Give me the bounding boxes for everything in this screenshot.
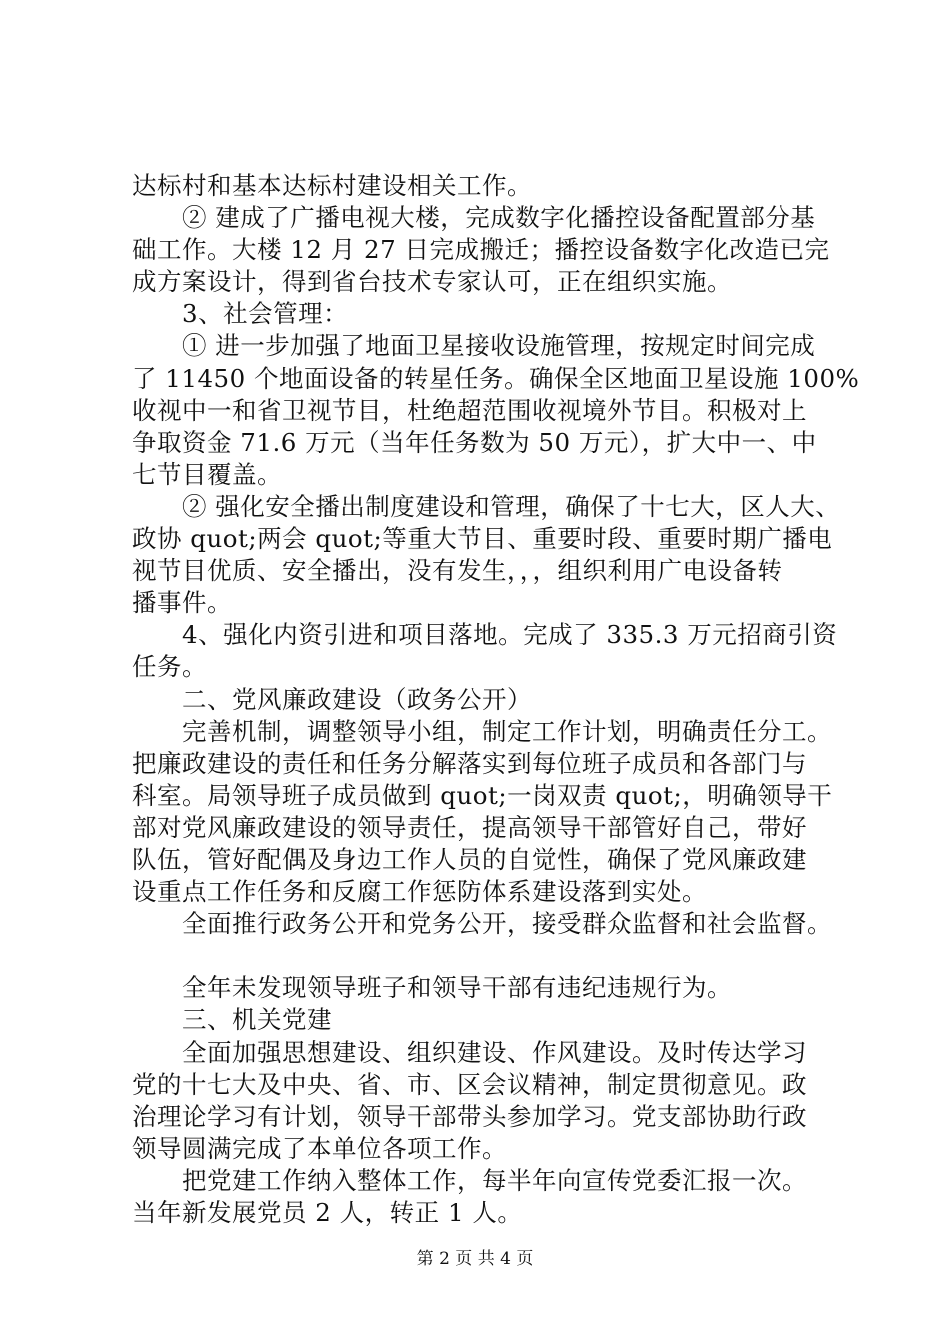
text-line: 三、机关党建 [182, 1005, 332, 1035]
text-line: 把党建工作纳入整体工作，每半年向宣传党委汇报一次。 [182, 1165, 807, 1195]
text-line: 领导圆满完成了本单位各项工作。 [132, 1133, 507, 1163]
text-line: 3、社会管理： [182, 299, 349, 329]
text-line: 全年未发现领导班子和领导干部有违纪违规行为。 [182, 973, 732, 1003]
blank-line [132, 940, 852, 972]
text-line: 完善机制，调整领导小组，制定工作计划，明确责任分工。 [182, 716, 832, 746]
page-footer: 第 2 页 共 4 页 [416, 1249, 534, 1269]
text-line: 达标村和基本达标村建设相关工作。 [132, 171, 532, 200]
text-line: 全面加强思想建设、组织建设、作风建设。及时传达学习 [182, 1037, 807, 1067]
text-line: 部对党风廉政建设的领导责任，提高领导干部管好自己，带好 [132, 812, 807, 842]
text-line: 科室。局领导班子成员做到 quot;一岗双责 quot;，明确领导干 [132, 780, 833, 810]
text-line: 二、党风廉政建设（政务公开） [182, 684, 532, 714]
text-line: 队伍，管好配偶及身边工作人员的自觉性，确保了党风廉政建 [132, 844, 807, 874]
text-line: ② 建成了广播电视大楼，完成数字化播控设备配置部分基 [182, 203, 816, 233]
text-line: ① 进一步加强了地面卫星接收设施管理，按规定时间完成 [182, 331, 816, 361]
text-line: 成方案设计，得到省台技术专家认可，正在组织实施。 [132, 267, 732, 297]
text-line: 党的十七大及中央、省、市、区会议精神，制定贯彻意见。政 [132, 1069, 807, 1099]
text-line: 政协 quot;两会 quot;等重大节目、重要时段、重要时期广播电 [132, 524, 833, 554]
text-line: 4、强化内资引进和项目落地。完成了 335.3 万元招商引资 [182, 620, 838, 650]
text-line: 全面推行政务公开和党务公开，接受群众监督和社会监督。 [182, 909, 832, 939]
text-line: 任务。 [132, 652, 207, 682]
text-line: 播事件。 [132, 588, 232, 618]
text-line: 治理论学习有计划，领导干部带头参加学习。党支部协助行政 [132, 1101, 807, 1131]
text-line: ② 强化安全播出制度建设和管理，确保了十七大，区人大、 [182, 491, 841, 521]
text-line: 当年新发展党员 2 人，转正 1 人。 [132, 1198, 523, 1227]
text-line: 设重点工作任务和反腐工作惩防体系建设落到实处。 [132, 877, 707, 907]
document-body [132, 170, 860, 1229]
text-line: 争取资金 71.6 万元（当年任务数为 50 万元），扩大中一、中 [132, 427, 817, 457]
text-line: 了 11450 个地面设备的转星任务。确保全区地面卫星设施 100% [132, 363, 860, 393]
text-line: 把廉政建设的责任和任务分解落实到每位班子成员和各部门与 [132, 748, 807, 778]
text-line: 收视中一和省卫视节目，杜绝超范围收视境外节目。积极对上 [132, 395, 807, 425]
text-line: 七节目覆盖。 [132, 459, 282, 489]
text-line: 视节目优质、安全播出，没有发生，，，组织利用广电设备转 [132, 556, 783, 586]
text-line: 础工作。大楼 12 月 27 日完成搬迁；播控设备数字化改造已完 [132, 235, 830, 265]
